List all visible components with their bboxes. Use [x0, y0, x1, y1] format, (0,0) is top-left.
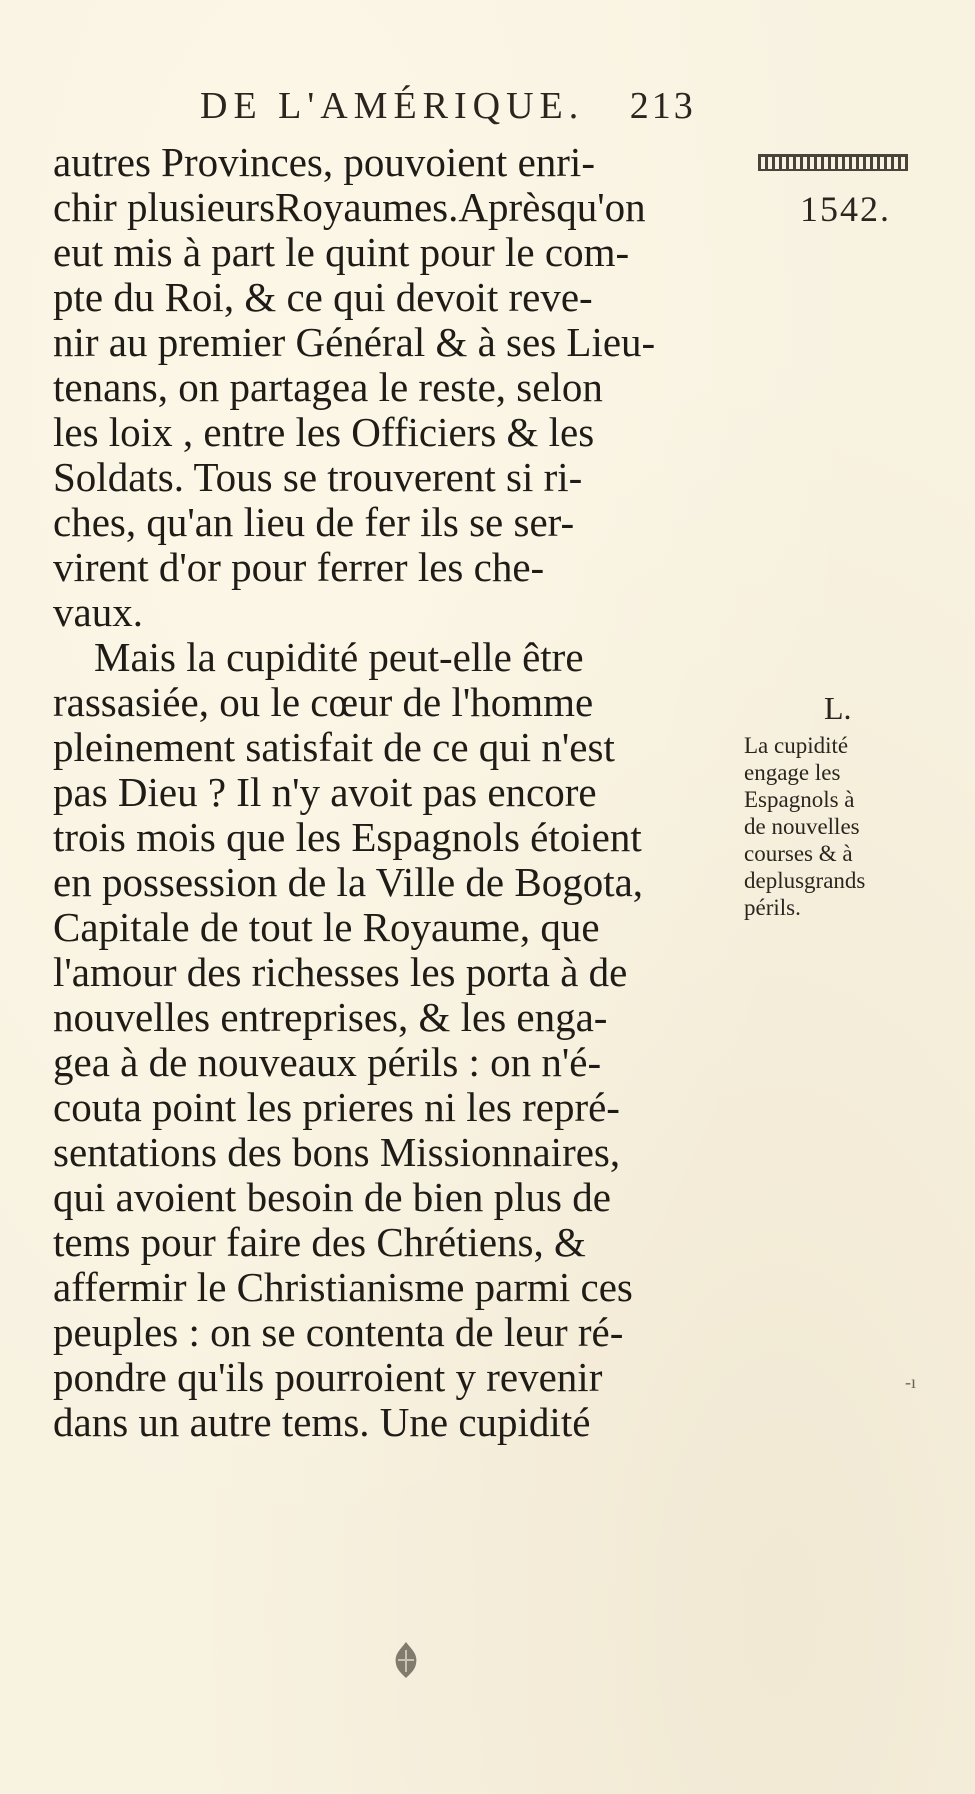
text-line: l'amour des richesses les porta à de: [53, 949, 628, 995]
text-line: chir plusieursRoyaumes.Aprèsqu'on: [53, 184, 646, 230]
text-line: tems pour faire des Chrétiens, &: [53, 1219, 586, 1265]
text-line: tenans, on partagea le reste, selon: [53, 364, 603, 410]
text-line: sentations des bons Missionnaires,: [53, 1129, 621, 1175]
text-line: en possession de la Ville de Bogota,: [53, 859, 644, 905]
text-line: gea à de nouveaux périls : on n'é-: [53, 1039, 602, 1085]
text-line: pondre qu'ils pourroient y revenir: [53, 1354, 603, 1400]
text-line: nouvelles entreprises, & les enga-: [53, 994, 608, 1040]
text-line: rassasiée, ou le cœur de l'homme: [53, 679, 594, 725]
text-line: Capitale de tout le Royaume, que: [53, 904, 600, 950]
text-line: pte du Roi, & ce qui devoit reve-: [53, 274, 593, 320]
text-line: nir au premier Général & à ses Lieu-: [53, 319, 656, 365]
text-line: pas Dieu ? Il n'y avoit pas encore: [53, 769, 597, 815]
ornament-icon: [388, 1640, 424, 1680]
text-line: eut mis à part le quint pour le com-: [53, 229, 630, 275]
margin-note: [744, 732, 929, 921]
margin-note-line: engage les: [744, 760, 841, 785]
margin-note-line: Espagnols à: [744, 787, 855, 812]
text-line: Mais la cupidité peut-elle être: [53, 634, 584, 680]
text-line: vaux.: [53, 589, 143, 635]
body-text: [53, 140, 743, 1445]
section-numeral: L.: [824, 690, 852, 726]
text-line: virent d'or pour ferrer les che-: [53, 544, 545, 590]
text-line: pleinement satisfait de ce qui n'est: [53, 724, 615, 770]
margin-note-line: deplusgrands: [744, 868, 866, 893]
text-line: dans un autre tems. Une cupidité: [53, 1399, 591, 1445]
text-line: autres Provinces, pouvoient enri-: [53, 139, 595, 185]
margin-year: 1542.: [800, 189, 891, 229]
running-title: DE L'AMÉRIQUE.: [200, 85, 585, 127]
text-line: qui avoient besoin de bien plus de: [53, 1174, 611, 1220]
text-line: Soldats. Tous se trouverent si ri-: [53, 454, 583, 500]
text-line: peuples : on se contenta de leur ré-: [53, 1309, 624, 1355]
text-line: affermir le Christianisme parmi ces: [53, 1264, 633, 1310]
text-line: ches, qu'an lieu de fer ils se ser-: [53, 499, 575, 545]
running-header: [200, 84, 696, 128]
text-line: couta point les prieres ni les repré-: [53, 1084, 620, 1130]
text-line: trois mois que les Espagnols étoient: [53, 814, 642, 860]
margin-note-line: La cupidité: [744, 733, 849, 758]
margin-note-line: de nouvelles: [744, 814, 860, 839]
text-line: les loix , entre les Officiers & les: [53, 409, 595, 455]
stray-mark: -ı: [905, 1372, 916, 1392]
margin-note-line: courses & à: [744, 841, 853, 866]
margin-note-line: périls.: [744, 895, 801, 920]
page-number: 213: [629, 85, 696, 127]
margin-ornamental-rule: [758, 154, 908, 171]
